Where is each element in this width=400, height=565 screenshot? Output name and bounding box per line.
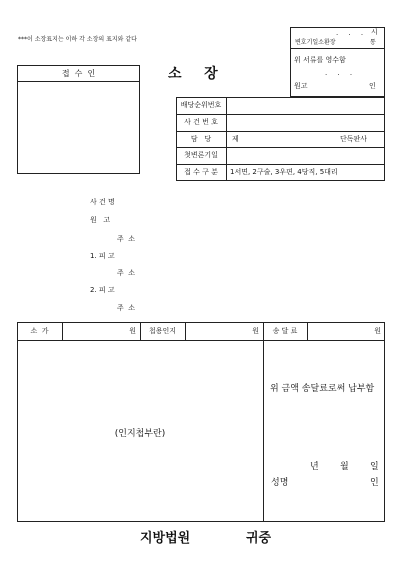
fee-stamp-label: 첩용인지 xyxy=(148,326,177,335)
reception-divider xyxy=(17,81,140,82)
field-defendant-1-address: 주 소 xyxy=(117,269,135,277)
fee-header-line xyxy=(17,340,385,341)
footer-to: 귀중 xyxy=(246,531,272,546)
payment-seal: 인 xyxy=(370,478,379,488)
info-label-first-hearing: 첫변론기일 xyxy=(184,151,218,159)
office-suffix: 통 xyxy=(370,39,376,46)
office-label: 변호기일소환장 xyxy=(295,39,336,46)
info-label-receipt-type: 접 수 구 분 xyxy=(184,168,218,176)
field-defendant-2: 2. 피 고 xyxy=(90,286,115,294)
payment-text: 위 금액 송달료로써 납부함 xyxy=(270,384,375,394)
fee-won-2: 원 xyxy=(252,326,259,335)
info-label-assign-no: 배당순위번호 xyxy=(180,101,222,109)
receipt-dots: . . . xyxy=(325,69,357,77)
info-label-case-no: 사 건 번 호 xyxy=(184,118,218,126)
receipt-text: 위 서류를 영수함 xyxy=(294,56,346,64)
cover-note: ***이 소장표지는 이하 각 소장의 표지와 같다 xyxy=(18,36,137,43)
info-suffix-judge: 단독판사 xyxy=(340,134,368,143)
footer-court: 지방법원 xyxy=(140,531,191,546)
field-defendant-2-address: 주 소 xyxy=(117,304,135,312)
fee-table xyxy=(17,322,385,522)
receipt-date-dots: . . . xyxy=(336,29,368,37)
fee-value-label: 소 가 xyxy=(30,326,49,335)
receipt-plaintiff-label: 원고 xyxy=(294,82,308,90)
field-defendant-1: 1. 피 고 xyxy=(90,252,115,260)
payment-day: 일 xyxy=(370,462,379,472)
info-label-charge: 담 당 xyxy=(190,134,212,143)
info-value-receipt-type: 1서면, 2구술, 3우편, 4당직, 5대리 xyxy=(230,168,338,176)
fee-won-1: 원 xyxy=(129,326,136,335)
info-value-charge: 제 xyxy=(232,134,239,143)
receipt-date-unit: 시 xyxy=(371,28,378,36)
field-plaintiff: 원 고 xyxy=(90,216,111,224)
info-table-col-divider xyxy=(226,97,227,181)
reception-label: 접 수 인 xyxy=(61,69,96,78)
payment-year: 년 xyxy=(310,462,319,472)
field-case-name: 사 건 명 xyxy=(90,198,115,206)
fee-delivery-label: 송 달 료 xyxy=(272,326,298,335)
field-plaintiff-address: 주 소 xyxy=(117,235,135,243)
stamp-area-label: (인지첩부란) xyxy=(114,429,166,439)
payment-month: 월 xyxy=(340,462,349,472)
fee-won-3: 원 xyxy=(374,326,381,335)
receipt-divider xyxy=(290,48,385,49)
fee-main-divider xyxy=(263,322,264,522)
receipt-seal: 인 xyxy=(369,82,376,90)
document-title: 소 장 xyxy=(168,66,220,82)
payment-name-label: 성명 xyxy=(271,478,289,488)
